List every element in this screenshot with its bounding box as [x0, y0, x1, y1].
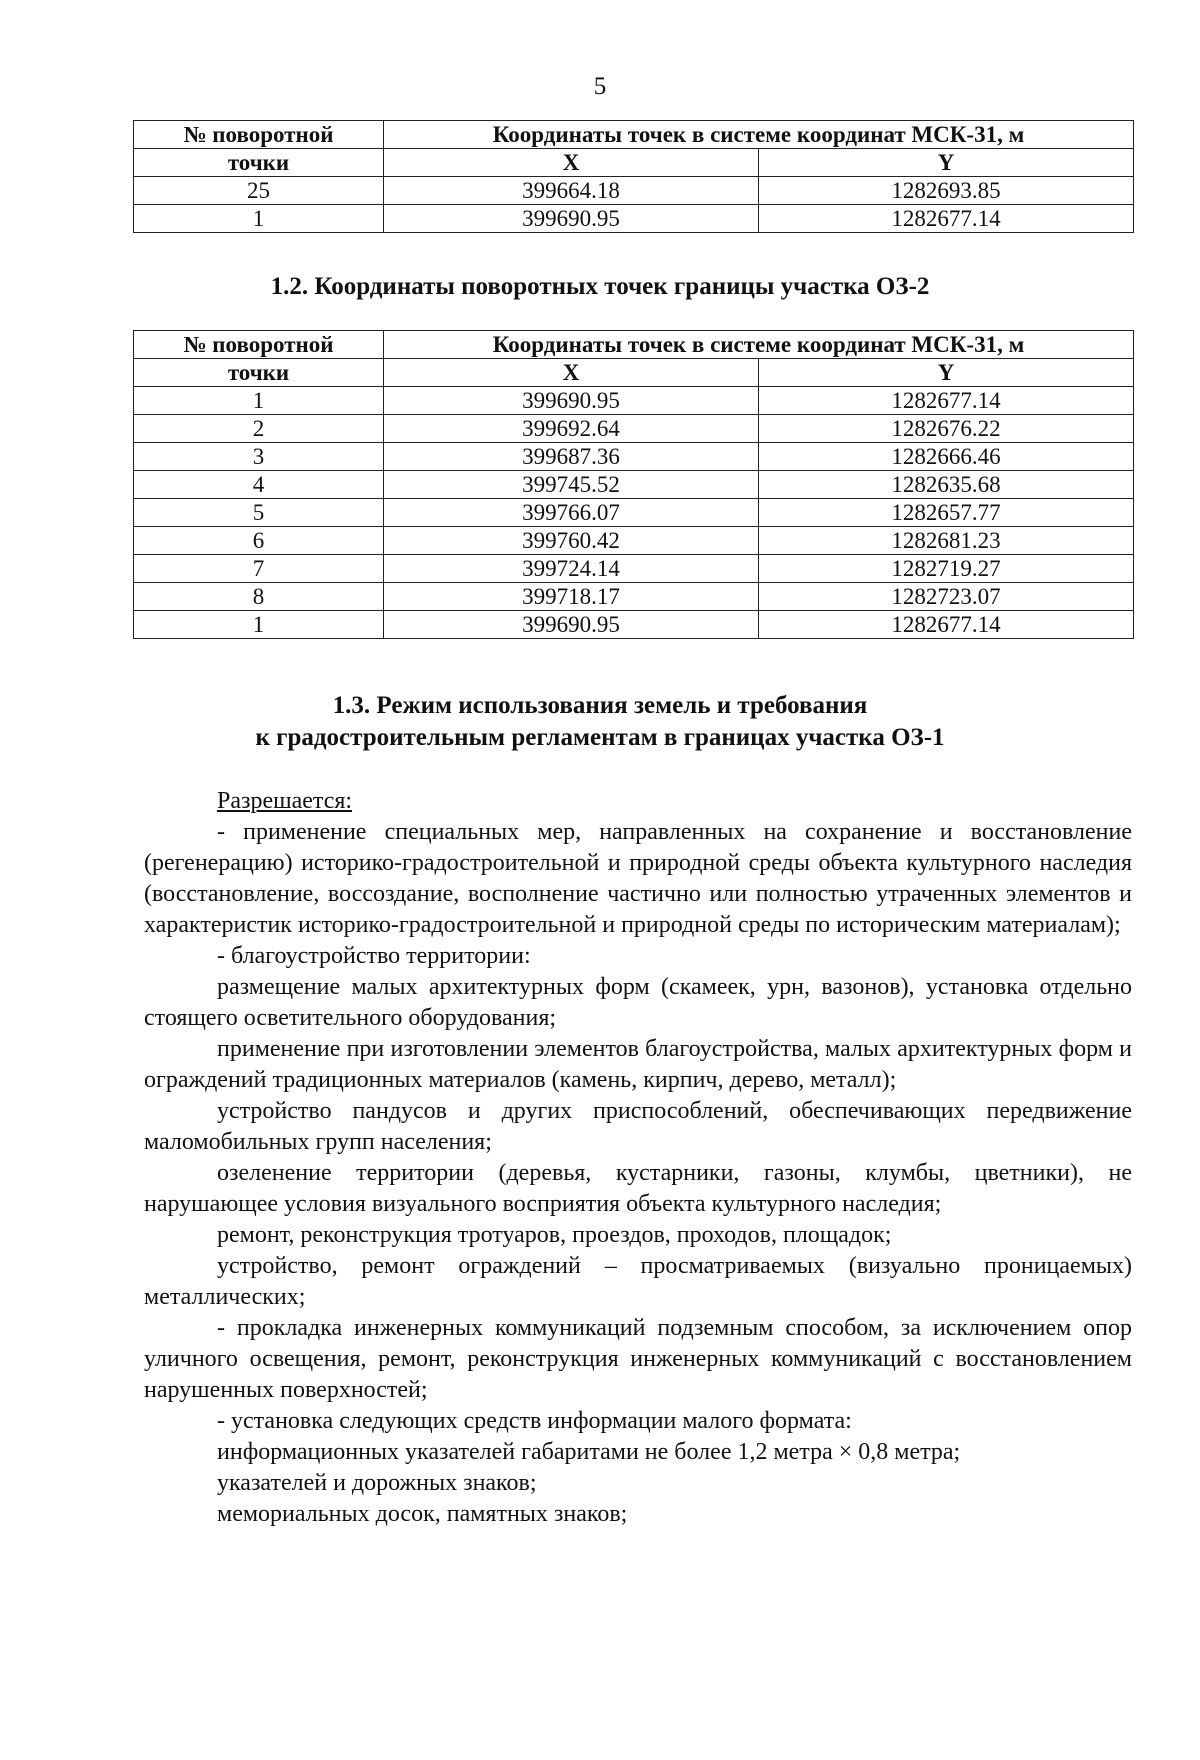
- x-cell: 399690.95: [384, 387, 759, 415]
- point-cell: 2: [134, 415, 384, 443]
- x-cell: 399687.36: [384, 443, 759, 471]
- point-cell: 1: [134, 205, 384, 233]
- x-cell: 399690.95: [384, 205, 759, 233]
- header-y: Y: [759, 149, 1134, 177]
- paragraph: применение при изготовлении элементов благоустройства, малых архитектурных форм и ограждений традиционных материалов (камень, кирпич, дерево, металл);: [144, 1036, 1132, 1093]
- header-point-number-line2: точки: [134, 359, 384, 387]
- header-point-number: № поворотной: [134, 121, 384, 149]
- y-cell: 1282719.27: [759, 555, 1134, 583]
- header-point-number-line2: точки: [134, 149, 384, 177]
- paragraph: - благоустройство территории:: [217, 943, 531, 969]
- table-row: [134, 177, 1134, 205]
- point-cell: 1: [134, 387, 384, 415]
- x-cell: 399690.95: [384, 611, 759, 639]
- y-cell: 1282676.22: [759, 415, 1134, 443]
- table-row: [134, 415, 1134, 443]
- point-cell: 4: [134, 471, 384, 499]
- point-cell: 25: [134, 177, 384, 205]
- point-cell: 3: [134, 443, 384, 471]
- y-cell: 1282635.68: [759, 471, 1134, 499]
- table-row: [134, 205, 1134, 233]
- x-cell: 399718.17: [384, 583, 759, 611]
- paragraph: мемориальных досок, памятных знаков;: [217, 1501, 628, 1527]
- y-cell: 1282677.14: [759, 205, 1134, 233]
- table-row: [134, 499, 1134, 527]
- table-row: [134, 611, 1134, 639]
- table-row: [134, 387, 1134, 415]
- paragraph: указателей и дорожных знаков;: [217, 1470, 537, 1496]
- paragraph: устройство, ремонт ограждений – просматриваемых (визуально проницаемых) металлических;: [144, 1253, 1132, 1310]
- point-cell: 7: [134, 555, 384, 583]
- x-cell: 399664.18: [384, 177, 759, 205]
- y-cell: 1282681.23: [759, 527, 1134, 555]
- x-cell: 399692.64: [384, 415, 759, 443]
- x-cell: 399766.07: [384, 499, 759, 527]
- coordinates-table-oz2: [133, 330, 1134, 639]
- header-coordinates: Координаты точек в системе координат МСК-31, м: [384, 121, 1134, 149]
- y-cell: 1282657.77: [759, 499, 1134, 527]
- table-row: [134, 583, 1134, 611]
- y-cell: 1282677.14: [759, 387, 1134, 415]
- allowed-label: Разрешается:: [217, 788, 353, 814]
- paragraph: устройство пандусов и других приспособлений, обеспечивающих передвижение маломобильных групп населения;: [144, 1098, 1132, 1155]
- point-cell: 5: [134, 499, 384, 527]
- header-coordinates: Координаты точек в системе координат МСК-31, м: [384, 331, 1134, 359]
- y-cell: 1282723.07: [759, 583, 1134, 611]
- x-cell: 399724.14: [384, 555, 759, 583]
- paragraph: - прокладка инженерных коммуникаций подземным способом, за исключением опор уличного освещения, ремонт, реконструкция инженерных коммуникаций с восстановлением нарушенных поверхностей;: [144, 1315, 1132, 1403]
- table-row: [134, 527, 1134, 555]
- y-cell: 1282677.14: [759, 611, 1134, 639]
- section-title-line-1: 1.3. Режим использования земель и требования: [332, 692, 868, 719]
- table-row: [134, 555, 1134, 583]
- header-x: X: [384, 149, 759, 177]
- point-cell: 6: [134, 527, 384, 555]
- header-x: X: [384, 359, 759, 387]
- paragraph: - применение специальных мер, направленных на сохранение и восстановление (регенерацию) историко-градостроительной и природной среды объекта культурного наследия (восстановление, воссоздание, восполнение частично или полностью утраченных элементов и характеристик историко-градостроительной и природной среды по историческим материалам);: [144, 819, 1132, 938]
- table-row: [134, 443, 1134, 471]
- paragraph: - установка следующих средств информации малого формата:: [217, 1408, 852, 1434]
- table-row: [134, 471, 1134, 499]
- regulations-text: [144, 786, 1132, 1530]
- section-title-1-2: 1.2. Координаты поворотных точек границы участка ОЗ-2: [270, 273, 930, 300]
- page-number: 5: [593, 73, 607, 100]
- y-cell: 1282693.85: [759, 177, 1134, 205]
- x-cell: 399760.42: [384, 527, 759, 555]
- section-title-line-2: к градостроительным регламентам в границах участка ОЗ-1: [255, 724, 945, 751]
- x-cell: 399745.52: [384, 471, 759, 499]
- paragraph: ремонт, реконструкция тротуаров, проездов, проходов, площадок;: [217, 1222, 892, 1248]
- paragraph: озеленение территории (деревья, кустарники, газоны, клумбы, цветники), не нарушающее условия визуального восприятия объекта культурного наследия;: [144, 1160, 1132, 1217]
- header-point-number: № поворотной: [134, 331, 384, 359]
- point-cell: 1: [134, 611, 384, 639]
- section-title-1-3: [0, 690, 1200, 754]
- header-y: Y: [759, 359, 1134, 387]
- y-cell: 1282666.46: [759, 443, 1134, 471]
- point-cell: 8: [134, 583, 384, 611]
- paragraph: размещение малых архитектурных форм (скамеек, урн, вазонов), установка отдельно стоящего осветительного оборудования;: [144, 974, 1132, 1031]
- coordinates-table-continued: [133, 120, 1134, 233]
- paragraph: информационных указателей габаритами не более 1,2 метра × 0,8 метра;: [217, 1439, 961, 1465]
